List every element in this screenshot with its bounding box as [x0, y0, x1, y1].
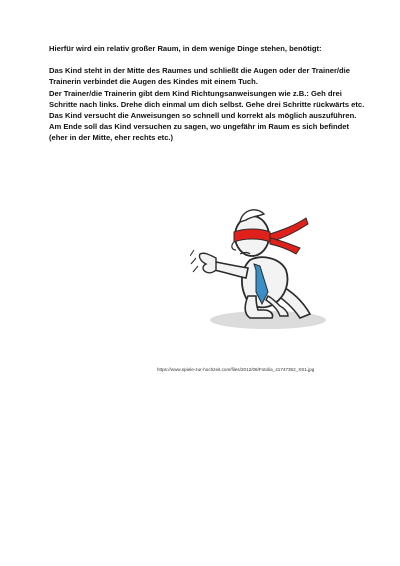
blindfolded-man-icon [190, 192, 330, 334]
blindfold-tail-upper [270, 218, 308, 242]
motion-lines [190, 250, 198, 272]
instruction-line-4: Am Ende soll das Kind versuchen zu sagen, wo ungefähr im Raum es sich befindet (eher in der Mitte, eher rechts etc.) [49, 122, 350, 143]
instruction-line-2: Der Trainer/die Trainerin gibt dem Kind Richtungsanweisungen wie z.B.: Geh drei Schritte nach links. Drehe dich einmal um dich selbst. Gehe drei Schritte rückwärts etc. [49, 88, 365, 109]
intro-paragraph: Hierfür wird ein relativ großer Raum, in dem wenige Dinge stehen, benötigt: [49, 44, 322, 53]
instruction-line-1: Das Kind steht in der Mitte des Raumes und schließt die Augen oder der Trainer/die Trainerin verbindet die Augen des Kindes mit einem Tuch. [49, 66, 350, 87]
image-source-url: https://www.spiele-zur-hochzeit.com/files/2012/08/Fotolia_41747352_XS1.jpg [157, 367, 315, 372]
instruction-line-3: Das Kind versucht die Anweisungen so schnell und korrekt als möglich auszuführen. [49, 111, 357, 121]
instruction-text [49, 43, 367, 144]
blindfold-tail-lower [270, 238, 300, 254]
reaching-hand [199, 253, 216, 273]
reaching-arm [214, 262, 248, 278]
